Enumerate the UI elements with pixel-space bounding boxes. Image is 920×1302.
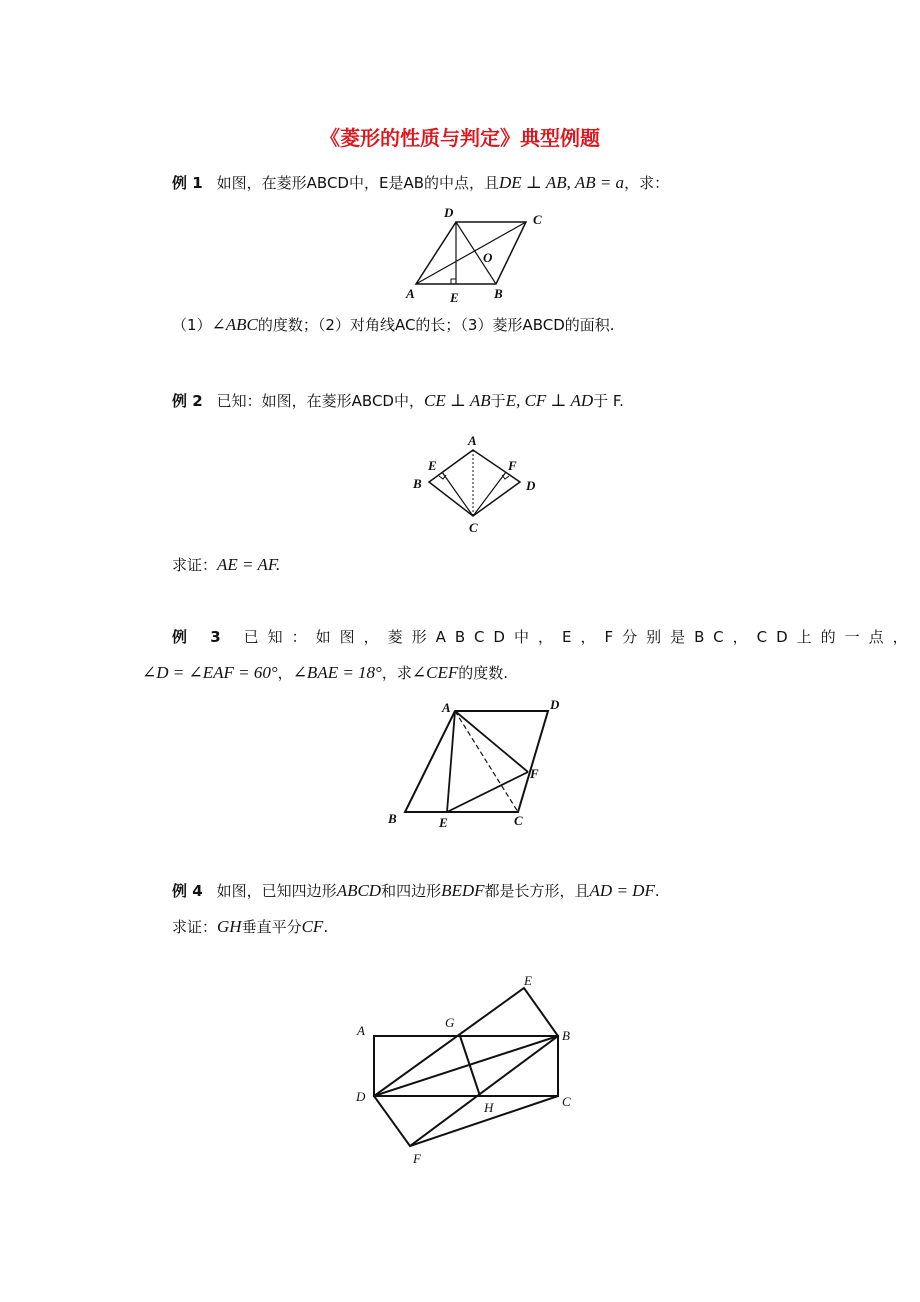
example-4-math-5: CF xyxy=(301,917,324,936)
example-1-label: 例 1 xyxy=(172,174,203,192)
example-4-text-3: 都是长方形，且 xyxy=(484,882,590,900)
example-2-text-2: 于 xyxy=(490,392,506,410)
example-4-proof-end: . xyxy=(323,918,329,936)
example-3-condition-2: ∠BAE = 18° xyxy=(292,663,382,682)
point-label: G xyxy=(445,1015,455,1030)
example-1-condition: DE ⊥ AB, AB = a xyxy=(499,173,625,192)
point-label: E xyxy=(439,815,448,830)
point-label: B xyxy=(562,1028,570,1043)
example-3-angle: ∠CEF xyxy=(411,663,459,682)
point-label: B xyxy=(413,476,422,491)
example-3-text-3: 的度数. xyxy=(458,664,509,682)
example-2-proof-prefix: 求证： xyxy=(172,556,218,574)
point-label: A xyxy=(406,286,415,301)
example-2-proof xyxy=(172,554,280,575)
point-label: E xyxy=(428,458,437,473)
example-3-text-2: ，求 xyxy=(381,664,412,682)
example-4-math-3: AD = DF xyxy=(589,881,655,900)
example-1-q1: （1） xyxy=(172,316,212,334)
point-label: A xyxy=(468,433,477,448)
example-2-proof-statement: AE = AF. xyxy=(217,555,281,574)
point-label: C xyxy=(514,813,523,828)
point-label: A xyxy=(357,1023,365,1038)
example-1-q-rest: 的度数；（2）对角线AC的长；（3）菱形ABCD的面积. xyxy=(257,316,615,334)
figure-4-rectangles xyxy=(340,960,600,1180)
example-3-condition-line xyxy=(142,662,508,683)
example-4-text-2: 和四边形 xyxy=(381,882,442,900)
example-3-condition-1: ∠D = ∠EAF = 60° xyxy=(142,663,278,682)
example-1-text: 如图，在菱形ABCD中，E是AB的中点，且 xyxy=(216,174,500,192)
example-4-proof-mid: 垂直平分 xyxy=(241,918,302,936)
example-3-statement xyxy=(172,626,917,647)
point-label: F xyxy=(530,766,539,781)
point-label: D xyxy=(444,205,454,220)
example-4-text-4: . xyxy=(654,882,660,900)
point-label: A xyxy=(442,700,451,715)
example-1-questions xyxy=(172,314,615,335)
example-2-text-3: 于 F. xyxy=(593,392,624,410)
example-1-after: ，求： xyxy=(624,174,670,192)
point-label: D xyxy=(526,478,536,493)
example-4-label: 例 4 xyxy=(172,882,203,900)
point-label: F xyxy=(508,458,517,473)
point-label: B xyxy=(388,811,397,826)
point-label: C xyxy=(562,1094,571,1109)
figure-1-rhombus xyxy=(400,200,560,310)
point-label: C xyxy=(469,520,478,535)
example-2-statement xyxy=(172,390,624,411)
example-3-text: 已知：如图，菱形ABCD中，E，F分别是BC，CD上的一点， xyxy=(243,628,917,646)
example-1-statement xyxy=(172,172,669,193)
example-4-math-2: BEDF xyxy=(441,881,485,900)
example-4-proof-prefix: 求证： xyxy=(172,918,218,936)
point-label: E xyxy=(524,973,532,988)
example-4-proof xyxy=(172,916,328,937)
point-label: D xyxy=(356,1089,366,1104)
point-label: F xyxy=(413,1151,421,1166)
example-4-math-4: GH xyxy=(217,917,242,936)
point-label: E xyxy=(450,290,459,305)
example-3-label: 例 3 xyxy=(172,628,230,646)
example-2-label: 例 2 xyxy=(172,392,203,410)
figure-3-rhombus xyxy=(380,692,580,842)
point-label: B xyxy=(494,286,503,301)
example-2-text-1: 已知：如图，在菱形ABCD中， xyxy=(216,392,424,410)
example-4-math-1: ABCD xyxy=(336,881,382,900)
page-title: 《菱形的性质与判定》典型例题 xyxy=(320,126,600,150)
example-4-text-1: 如图，已知四边形 xyxy=(216,882,337,900)
point-label: O xyxy=(483,250,493,265)
figure-2-rhombus xyxy=(406,430,546,540)
example-3-sep: ， xyxy=(277,664,293,682)
example-2-condition-2: E, CF ⊥ AD xyxy=(505,391,594,410)
point-label: C xyxy=(533,212,542,227)
example-4-statement xyxy=(172,880,660,901)
point-label: H xyxy=(484,1100,494,1115)
example-1-angle: ∠ABC xyxy=(211,315,258,334)
point-label: D xyxy=(550,697,560,712)
example-2-condition-1: CE ⊥ AB xyxy=(424,391,491,410)
